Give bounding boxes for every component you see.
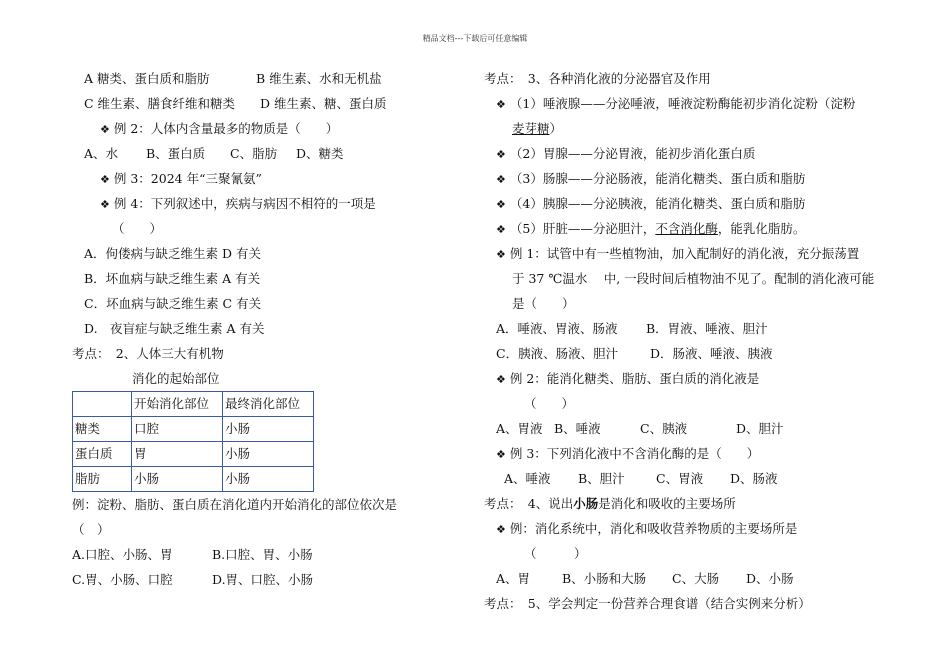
diamond-bullet-icon: ❖ xyxy=(496,248,506,261)
right-example-1-options-2: C．胰液、肠液、胆汁 D．肠液、唾液、胰液 xyxy=(496,346,773,361)
option-b: B 维生素、水和无机盐 xyxy=(256,71,382,86)
example-4: ❖ 例 4：下列叙述中，疾病与病因不相符的一项是 xyxy=(100,196,376,211)
diamond-bullet-icon: ❖ xyxy=(496,373,506,386)
table-header-row: 开始消化部位 最终消化部位 xyxy=(73,392,314,417)
example-4-option-a: A．佝偻病与缺乏维生素 D 有关 xyxy=(84,246,261,261)
table-caption: 消化的起始部位 xyxy=(132,371,220,386)
point-1: ❖ （1）唾液腺——分泌唾液，唾液淀粉酶能初步消化淀粉（淀粉 xyxy=(496,96,856,111)
right-example-3-options: A、唾液 B、胆汁 C、胃液 D、肠液 xyxy=(504,471,778,486)
page-header: 精品文档---下载后可任意编辑 xyxy=(422,34,528,43)
point-5: ❖ （5）肝脏——分泌胆汁，不含消化酶，能乳化脂肪。 xyxy=(496,221,806,236)
key-point-5: 考点： 5、学会判定一份营养合理食谱（结合实例来分析） xyxy=(484,596,811,611)
right-example-4-options: A、胃 B、小肠和大肠 C、大肠 D、小肠 xyxy=(496,571,794,586)
example-4-option-b: B．坏血病与缺乏维生素 A 有关 xyxy=(84,271,261,286)
example-4-paren: （ ） xyxy=(112,221,163,236)
left-column xyxy=(72,66,432,592)
option-c: C 维生素、膳食纤维和糖类 xyxy=(84,96,236,111)
key-point-3: 考点： 3、各种消化液的分泌器官及作用 xyxy=(484,71,711,86)
diamond-bullet-icon: ❖ xyxy=(496,98,506,111)
diamond-bullet-icon: ❖ xyxy=(496,148,506,161)
table-row: 糖类 口腔 小肠 xyxy=(73,417,314,442)
point-2: ❖ （2）胃腺——分泌胃液，能初步消化蛋白质 xyxy=(496,146,756,161)
point-3: ❖ （3）肠腺——分泌肠液，能消化糖类、蛋白质和脂肪 xyxy=(496,171,806,186)
right-example-4-paren: （ ） xyxy=(524,546,587,561)
example-5-options-1: A.口腔、小肠、胃 B.口腔、胃、小肠 xyxy=(72,547,313,562)
example-4-option-d: D. 夜盲症与缺乏维生素 A 有关 xyxy=(84,321,265,336)
question-options-row-2 xyxy=(72,91,432,116)
question-options-row-1 xyxy=(72,66,432,91)
diamond-bullet-icon: ❖ xyxy=(496,523,506,536)
diamond-bullet-icon: ❖ xyxy=(100,123,110,136)
example-2-options: A、水 B、蛋白质 C、脂肪 D、糖类 xyxy=(84,146,344,161)
right-example-2: ❖ 例 2：能消化糖类、脂肪、蛋白质的消化液是 xyxy=(496,371,760,386)
table-row: 蛋白质 胃 小肠 xyxy=(73,442,314,467)
option-d: D 维生素、糖、蛋白质 xyxy=(260,96,387,111)
right-example-2-options: A、胃液 B、唾液 C、胰液 D、胆汁 xyxy=(496,421,784,436)
right-example-3: ❖ 例 3：下列消化液中不含消化酶的是（ ） xyxy=(496,446,760,461)
diamond-bullet-icon: ❖ xyxy=(496,448,506,461)
example-5-options-2: C.胃、小肠、口腔 D.胃、口腔、小肠 xyxy=(72,572,314,587)
diamond-bullet-icon: ❖ xyxy=(496,223,506,236)
diamond-bullet-icon: ❖ xyxy=(496,173,506,186)
example-5: 例：淀粉、脂肪、蛋白质在消化道内开始消化的部位依次是 xyxy=(72,497,398,512)
diamond-bullet-icon: ❖ xyxy=(100,173,110,186)
right-example-1-line-3: 是（ ） xyxy=(512,296,575,311)
right-example-4: ❖ 例：消化系统中，消化和吸收营养物质的主要场所是 xyxy=(496,521,798,536)
option-a: A 糖类、蛋白质和脂肪 xyxy=(84,71,210,86)
digestion-table xyxy=(72,391,314,492)
example-3: ❖ 例 3：2024 年“三聚氰氨” xyxy=(100,171,262,186)
point-1-continued: 麦芽糖） xyxy=(512,121,563,136)
table-row: 脂肪 小肠 小肠 xyxy=(73,467,314,492)
example-4-option-c: C．坏血病与缺乏维生素 C 有关 xyxy=(84,296,262,311)
point-4: ❖ （4）胰腺——分泌胰液，能消化糖类、蛋白质和脂肪 xyxy=(496,196,806,211)
right-example-2-paren: （ ） xyxy=(524,396,575,411)
diamond-bullet-icon: ❖ xyxy=(100,198,110,211)
right-example-1: ❖ 例 1：试管中有一些植物油，加入配制好的消化液，充分振荡置 xyxy=(496,246,860,261)
right-example-1-options-1: A．唾液、胃液、肠液 B．胃液、唾液、胆汁 xyxy=(496,321,768,336)
example-5-paren: （ ） xyxy=(72,522,110,537)
diamond-bullet-icon: ❖ xyxy=(496,198,506,211)
example-2: ❖ 例 2：人体内含量最多的物质是（ ） xyxy=(100,121,339,136)
right-example-1-line-2: 于 37 ℃温水 中, 一段时间后植物油不见了。配制的消化液可能 xyxy=(512,271,875,286)
right-column xyxy=(484,66,884,616)
key-point-4: 考点： 4、说出小肠是消化和吸收的主要场所 xyxy=(484,496,736,511)
key-point-2: 考点： 2、人体三大有机物 xyxy=(72,346,224,361)
